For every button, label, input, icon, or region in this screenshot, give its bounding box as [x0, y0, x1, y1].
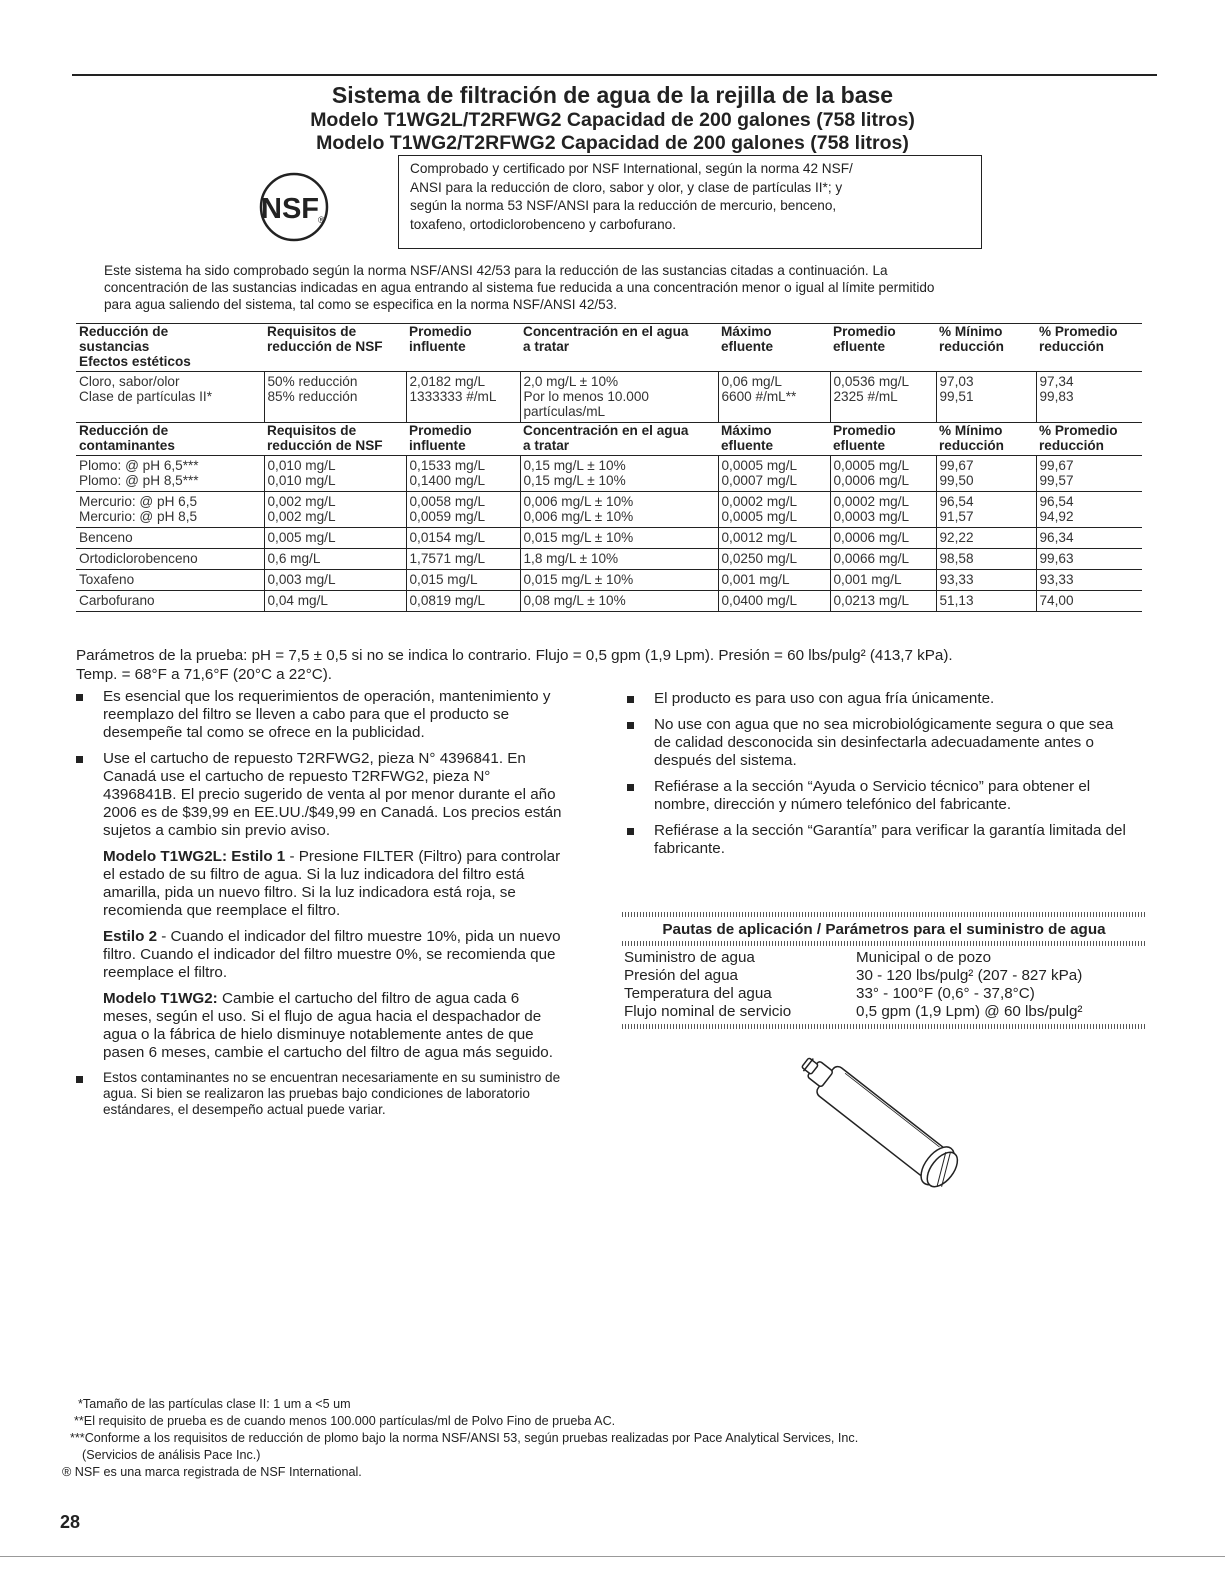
table-cell: 2,0 mg/L ± 10% Por lo menos 10.000 partículas/mL — [520, 372, 718, 423]
bullet-item: Estos contaminantes no se encuentran necesariamente en su suministro de agua. Si bien se realizaron las pruebas bajo condiciones de laboratorio estándares, el desempeño actual puede variar. — [76, 1070, 566, 1118]
column-header: Reducción de contaminantes — [76, 423, 264, 456]
style1-paragraph — [103, 848, 566, 920]
table-cell: Mercurio: @ pH 6,5 Mercurio: @ pH 8,5 — [76, 492, 264, 528]
application-guidelines — [622, 912, 1146, 1029]
table-cell: 0,0012 mg/L — [718, 528, 830, 549]
bottom-rule — [0, 1556, 1225, 1557]
nsf-logo-icon — [254, 172, 338, 242]
table-cell: 0,015 mg/L ± 10% — [520, 570, 718, 591]
table-cell: Cloro, sabor/olor Clase de partículas II* — [76, 372, 264, 423]
page-title: Sistema de filtración de agua de la rejilla de la base — [331, 82, 894, 108]
table-cell: 0,001 mg/L — [830, 570, 936, 591]
intro-line: concentración de las sustancias indicadas en agua entrando al sistema fue reducida a una concentración menor o igual al límite permitido — [104, 280, 935, 295]
column-header: % Mínimo reducción — [936, 423, 1036, 456]
table-cell: 0,0002 mg/L 0,0005 mg/L — [718, 492, 830, 528]
column-header: % Promedio reducción — [1036, 324, 1142, 372]
cert-line: ANSI para la reducción de cloro, sabor y olor, y clase de partículas II*; y — [410, 179, 843, 195]
guide-value: Municipal o de pozo — [856, 949, 992, 966]
table-cell: 0,005 mg/L — [264, 528, 406, 549]
params-line: Temp. = 68°F a 71,6°F (20°C a 22°C). — [76, 666, 333, 683]
footnote: ® NSF es una marca registrada de NSF International. — [62, 1465, 362, 1479]
table-cell: 0,0005 mg/L 0,0007 mg/L — [718, 456, 830, 492]
dotted-rule — [622, 912, 1146, 917]
guidelines-title: Pautas de aplicación / Parámetros para el suministro de agua — [662, 921, 1106, 938]
footnote: *Tamaño de las partículas clase II: 1 um a <5 um — [78, 1397, 351, 1411]
table-cell: 97,34 99,83 — [1036, 372, 1142, 423]
table-cell: 0,0006 mg/L — [830, 528, 936, 549]
cert-line: toxafeno, ortodiclorobenceno y carbofurano. — [410, 216, 677, 232]
column-header: Máximo efluente — [718, 324, 830, 372]
table-cell: 0,015 mg/L — [406, 570, 520, 591]
intro-line: para agua saliendo del sistema, tal como se especifica en la norma NSF/ANSI 42/53. — [104, 297, 618, 312]
test-parameters — [76, 646, 1156, 684]
table-cell: 0,0154 mg/L — [406, 528, 520, 549]
table-cell: 93,33 — [936, 570, 1036, 591]
table-cell: 96,54 91,57 — [936, 492, 1036, 528]
table-row — [624, 967, 1082, 985]
bullet-item: Refiérase a la sección “Garantía” para verificar la garantía limitada del fabricante. — [627, 822, 1127, 858]
footnotes — [62, 1396, 1182, 1481]
table-cell: 1,7571 mg/L — [406, 549, 520, 570]
bullet-item: Es esencial que los requerimientos de operación, mantenimiento y reemplazo del filtro se lleven a cabo para que el producto se desempeñe tal como se ofrece en la publicidad. — [76, 688, 566, 742]
table-row — [76, 492, 1142, 528]
model-t1wg2-paragraph — [103, 990, 566, 1062]
column-header: Requisitos de reducción de NSF — [264, 324, 406, 372]
table-cell: 51,13 — [936, 591, 1036, 612]
paragraph-text: - Cuando el indicador del filtro muestre 10%, pida un nuevo filtro. Cuando el indicador del filtro muestre 0%, se recomienda que reemplace el filtro. — [103, 928, 561, 981]
performance-data-table — [76, 323, 1142, 612]
bold-lead: Modelo T1WG2: — [103, 990, 218, 1007]
top-rule — [72, 74, 1157, 76]
column-header: Concentración en el agua a tratar — [520, 423, 718, 456]
table-cell: 99,67 99,57 — [1036, 456, 1142, 492]
dotted-rule — [622, 1024, 1146, 1029]
guidelines-table — [624, 949, 1082, 1021]
table-row — [76, 570, 1142, 591]
column-header: Requisitos de reducción de NSF — [264, 423, 406, 456]
table-cell: 0,0819 mg/L — [406, 591, 520, 612]
column-header: Promedio efluente — [830, 423, 936, 456]
table-cell: 98,58 — [936, 549, 1036, 570]
table-cell: Ortodiclorobenceno — [76, 549, 264, 570]
certification-box — [398, 155, 982, 249]
table-cell: 93,33 — [1036, 570, 1142, 591]
table-cell: 0,002 mg/L 0,002 mg/L — [264, 492, 406, 528]
right-column — [627, 690, 1127, 866]
column-header: Concentración en el agua a tratar — [520, 324, 718, 372]
table-row — [624, 985, 1082, 1003]
table-cell: 0,0213 mg/L — [830, 591, 936, 612]
table-cell: 0,6 mg/L — [264, 549, 406, 570]
bullet-item: Refiérase a la sección “Ayuda o Servicio técnico” para obtener el nombre, dirección y número telefónico del fabricante. — [627, 778, 1127, 814]
table-row — [624, 1003, 1082, 1021]
nsf-logo-text: NSF — [261, 193, 319, 225]
guide-label: Presión del agua — [624, 967, 738, 984]
table-cell: 0,0002 mg/L 0,0003 mg/L — [830, 492, 936, 528]
footnote: ***Conforme a los requisitos de reducción de plomo bajo la norma NSF/ANSI 53, según pruebas realizadas por Pace Analytical Services, Inc. — [70, 1431, 859, 1445]
bold-lead: Estilo 2 — [103, 928, 158, 945]
column-header: % Promedio reducción — [1036, 423, 1142, 456]
column-header: Promedio influente — [406, 423, 520, 456]
footnote: (Servicios de análisis Pace Inc.) — [82, 1448, 261, 1462]
model-line-2: Modelo T1WG2/T2RFWG2 Capacidad de 200 galones (758 litros) — [316, 132, 909, 154]
table-row — [76, 372, 1142, 423]
table-cell: 50% reducción 85% reducción — [264, 372, 406, 423]
table-cell: 0,1533 mg/L 0,1400 mg/L — [406, 456, 520, 492]
table-row — [76, 456, 1142, 492]
table-cell: 96,34 — [1036, 528, 1142, 549]
table-cell: 0,015 mg/L ± 10% — [520, 528, 718, 549]
cert-line: según la norma 53 NSF/ANSI para la reducción de mercurio, benceno, — [410, 198, 837, 213]
table-cell: 99,67 99,50 — [936, 456, 1036, 492]
table-row — [76, 528, 1142, 549]
table-cell: 0,08 mg/L ± 10% — [520, 591, 718, 612]
left-column — [76, 688, 566, 1126]
table-cell: 0,0250 mg/L — [718, 549, 830, 570]
table-cell: 0,003 mg/L — [264, 570, 406, 591]
column-header: Máximo efluente — [718, 423, 830, 456]
table-cell: 0,0058 mg/L 0,0059 mg/L — [406, 492, 520, 528]
table-cell: 0,15 mg/L ± 10% 0,15 mg/L ± 10% — [520, 456, 718, 492]
table-cell: Carbofurano — [76, 591, 264, 612]
guide-value: 0,5 gpm (1,9 Lpm) @ 60 lbs/pulg² — [856, 1003, 1083, 1020]
table-header-row — [76, 324, 1142, 372]
cert-line: Comprobado y certificado por NSF International, según la norma 42 NSF/ — [410, 161, 853, 176]
page-number: 28 — [60, 1512, 81, 1532]
model-line-1: Modelo T1WG2L/T2RFWG2 Capacidad de 200 galones (758 litros) — [310, 109, 915, 131]
table-row — [76, 549, 1142, 570]
guide-value: 33° - 100°F (0,6° - 37,8°C) — [856, 985, 1035, 1002]
paragraph-text: Cambie el cartucho del filtro de agua cada 6 meses, según el uso. Si el flujo de agua hacia el despachador de agua o la fábrica de hielo disminuye notablemente antes de que pasen 6 meses, cambie el cartucho del filtro de agua más seguido. — [103, 990, 553, 1061]
table-cell: 96,54 94,92 — [1036, 492, 1142, 528]
guide-label: Temperatura del agua — [624, 985, 772, 1002]
column-header: % Mínimo reducción — [936, 324, 1036, 372]
table-cell: 0,001 mg/L — [718, 570, 830, 591]
params-line: Parámetros de la prueba: pH = 7,5 ± 0,5 si no se indica lo contrario. Flujo = 0,5 gpm (1,9 Lpm). Presión = 60 lbs/pulg² (413,7 kPa). — [76, 647, 953, 664]
table-cell: 0,0400 mg/L — [718, 591, 830, 612]
paragraph-text: - Presione FILTER (Filtro) para controlar el estado de su filtro de agua. Si la luz indicadora del filtro está amarilla, pida un nuevo filtro. Si la luz indicadora está roja, se recomienda que reemplace el filtro. — [103, 848, 561, 919]
table-cell: 0,06 mg/L 6600 #/mL** — [718, 372, 830, 423]
table-cell: 0,0005 mg/L 0,0006 mg/L — [830, 456, 936, 492]
style2-paragraph — [103, 928, 566, 982]
table-cell: 99,63 — [1036, 549, 1142, 570]
table-cell: 0,0066 mg/L — [830, 549, 936, 570]
table-row — [624, 949, 1082, 967]
guide-value: 30 - 120 lbs/pulg² (207 - 827 kPa) — [856, 967, 1083, 984]
water-filter-cartridge-icon — [782, 1050, 992, 1200]
column-header: Promedio efluente — [830, 324, 936, 372]
svg-text:®: ® — [318, 215, 325, 225]
table-header-row — [76, 423, 1142, 456]
bullet-item: El producto es para uso con agua fría únicamente. — [627, 690, 1127, 708]
guide-label: Suministro de agua — [624, 949, 755, 966]
intro-paragraph — [104, 262, 1149, 313]
column-header: Promedio influente — [406, 324, 520, 372]
table-cell: 97,03 99,51 — [936, 372, 1036, 423]
table-cell: 74,00 — [1036, 591, 1142, 612]
bold-lead: Modelo T1WG2L: Estilo 1 — [103, 848, 286, 865]
intro-line: Este sistema ha sido comprobado según la norma NSF/ANSI 42/53 para la reducción de las sustancias citadas a continuación. La — [104, 263, 888, 278]
table-cell: Benceno — [76, 528, 264, 549]
bullet-item: Use el cartucho de repuesto T2RFWG2, pieza N° 4396841. En Canadá use el cartucho de repuesto T2RFWG2, pieza N° 4396841B. El precio sugerido de venta al por menor durante el año 2006 es de $39,99 en EE.UU./$49,99 en Canadá. Los precios están sujetos a cambio sin previo aviso. — [76, 750, 566, 840]
table-cell: 0,0536 mg/L 2325 #/mL — [830, 372, 936, 423]
guide-label: Flujo nominal de servicio — [624, 1003, 792, 1020]
table-cell: 92,22 — [936, 528, 1036, 549]
table-cell: 0,006 mg/L ± 10% 0,006 mg/L ± 10% — [520, 492, 718, 528]
table-row — [76, 591, 1142, 612]
table-cell: 2,0182 mg/L 1333333 #/mL — [406, 372, 520, 423]
bullet-item: No use con agua que no sea microbiológicamente segura o que sea de calidad desconocida sin desinfectarla adecuadamente antes o después del sistema. — [627, 716, 1127, 770]
footnote: **El requisito de prueba es de cuando menos 100.000 partículas/ml de Polvo Fino de prueba AC. — [74, 1414, 616, 1428]
table-cell: Plomo: @ pH 6,5*** Plomo: @ pH 8,5*** — [76, 456, 264, 492]
table-cell: Toxafeno — [76, 570, 264, 591]
dotted-rule — [622, 941, 1146, 946]
table-cell: 1,8 mg/L ± 10% — [520, 549, 718, 570]
table-cell: 0,04 mg/L — [264, 591, 406, 612]
column-header: Reducción de sustancias Efectos estéticos — [76, 324, 264, 372]
table-cell: 0,010 mg/L 0,010 mg/L — [264, 456, 406, 492]
